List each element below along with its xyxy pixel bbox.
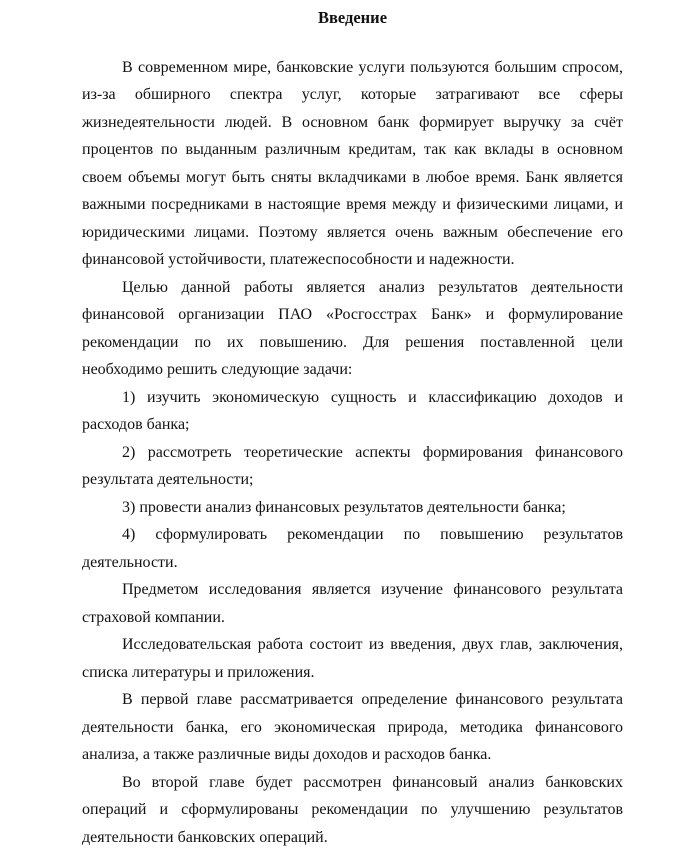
paragraph-chapter-2: Во второй главе будет рассмотрен финансовый анализ банковских операций и сформулированы рекомендации по улучшению результатов деятельности банковских операций. [82, 773, 623, 846]
paragraph-goal: Целью данной работы является анализ результатов деятельности финансовой организации ПАО «Росгосстрах Банк» и формулирование рекомендации по их повышению. Для решения поставленной цели необходимо решить следующие задачи: [82, 278, 623, 378]
paragraph-structure: Исследовательская работа состоит из введения, двух глав, заключения, списка литературы и приложения. [82, 636, 623, 681]
document-title: Введение [317, 8, 388, 27]
document-page [82, 4, 623, 851]
task-item-4: 4) сформулировать рекомендации по повышению результатов деятельности. [82, 526, 623, 571]
task-item-1: 1) изучить экономическую сущность и классификацию доходов и расходов банка; [82, 388, 623, 433]
paragraph-subject: Предметом исследования является изучение финансового результата страховой компании. [82, 581, 623, 626]
task-item-2: 2) рассмотреть теоретические аспекты формирования финансового результата деятельности; [82, 443, 623, 488]
paragraph-intro: В современном мире, банковские услуги пользуются большим спросом, из-за обширного спектра услуг, которые затрагивают все сферы жизнедеятельности людей. В основном банк формирует выручку за счёт процентов по выданным различным кредитам, так как вклады в основном своем объемы могут быть сняты вкладчиками в любое время. Банк является важными посредниками в настоящие время между и физическими лицами, и юридическими лицами. Поэтому является очень важным обеспечение его финансовой устойчивости, платежеспособности и надежности. [82, 58, 623, 268]
paragraph-chapter-1: В первой главе рассматривается определение финансового результата деятельности банка, его экономическая природа, методика финансового анализа, а также различные виды доходов и расходов банка. [82, 691, 623, 763]
task-item-3: 3) провести анализ финансовых результатов деятельности банка; [122, 498, 566, 516]
